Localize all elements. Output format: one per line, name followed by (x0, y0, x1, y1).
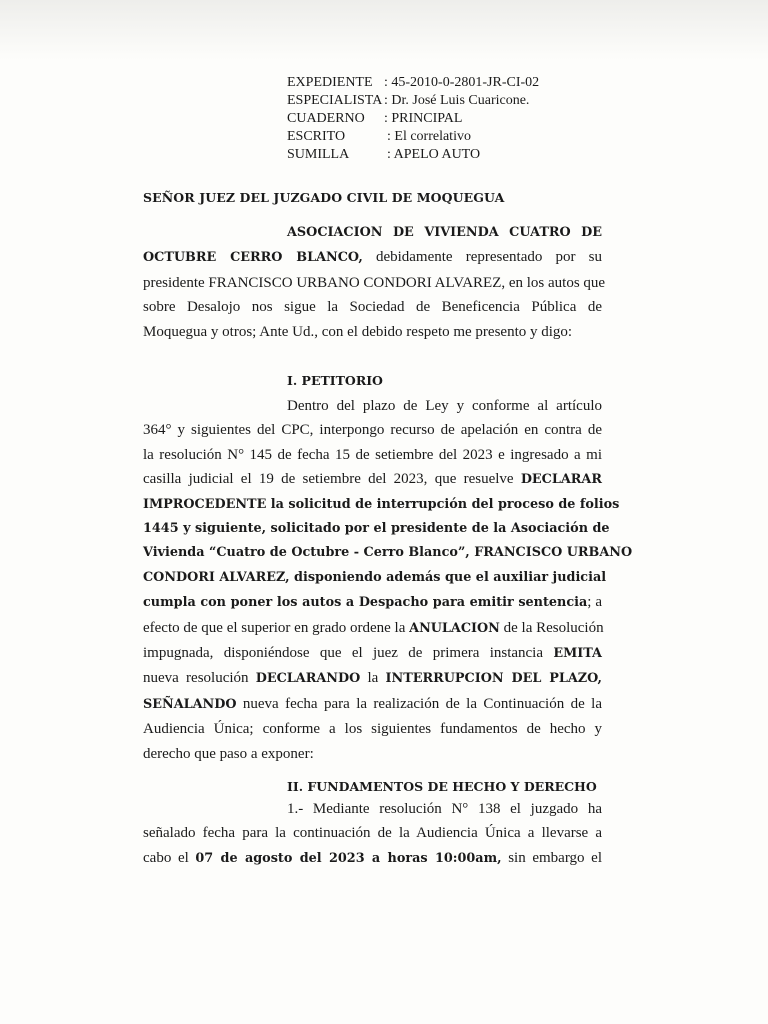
petitorio-line-2: 364° y siguientes del CPC, interpongo recurso de apelación en contra de (143, 422, 602, 439)
petitorio-line-13 (143, 692, 602, 717)
fundamentos-line-3 (143, 846, 602, 871)
fundamentos-line-2: señalado fecha para la continuación de la Audiencia Única a llevarse a (143, 825, 602, 842)
fundamentos-line-1 (143, 797, 602, 821)
petitorio-line-15: derecho que paso a exponer: (143, 745, 314, 762)
header-expediente (287, 74, 539, 92)
header-escrito (287, 128, 539, 146)
petitorio-line-12 (143, 666, 602, 691)
addressee: SEÑOR JUEZ DEL JUZGADO CIVIL DE MOQUEGUA (143, 190, 505, 205)
party-name-2: OCTUBRE CERRO BLANCO, (143, 250, 363, 266)
text: cabo el (143, 849, 196, 866)
petitorio-line-7: Vivienda “Cuatro de Octubre - Cerro Blanco”, FRANCISCO URBANO (143, 545, 633, 561)
header-cuaderno (287, 110, 539, 128)
text: nueva fecha para la realización de la Continuación de la (236, 695, 602, 712)
text: efecto de que el superior en grado ordene la (143, 619, 410, 636)
text: impugnada, disponiéndose que el juez de primera instancia (143, 645, 554, 662)
text: sin embargo el (501, 849, 603, 866)
bold-text: DECLARANDO (255, 671, 361, 687)
intro-line-1 (143, 220, 602, 245)
intro-paragraph (143, 220, 606, 344)
petitorio-line-10 (143, 616, 602, 641)
cuaderno-value: : PRINCIPAL (384, 111, 463, 126)
petitorio-line-1 (143, 394, 602, 418)
escrito-label: ESCRITO (287, 129, 346, 144)
bold-text: cumpla con poner los autos a Despacho para emitir sentencia (143, 595, 588, 611)
section-title-petitorio: I. PETITORIO (287, 373, 383, 388)
text: de la Resolución (499, 619, 604, 636)
intro-line-2 (143, 245, 602, 270)
petitorio-line-14: Audiencia Única; conforme a los siguientes fundamentos de hecho y (143, 721, 602, 738)
text: Dentro del plazo de Ley y conforme al artículo (287, 398, 602, 414)
fundamentos-paragraph (143, 797, 602, 871)
petitorio-line-8: CONDORI ALVAREZ, disponiendo además que el auxiliar judicial (143, 569, 607, 585)
bold-text: SEÑALANDO (143, 696, 237, 712)
bold-text: DECLARAR (520, 472, 602, 488)
especialista-value: : Dr. José Luis Cuaricone. (384, 93, 530, 108)
petitorio-line-4 (143, 467, 602, 492)
party-name-1: ASOCIACION DE VIVIENDA CUATRO DE (287, 225, 602, 240)
text: 1.- Mediante resolución N° 138 el juzgado ha (287, 801, 602, 817)
intro-line-4: sobre Desalojo nos sigue la Sociedad de Beneficencia Pública de (143, 299, 602, 316)
scan-shadow (0, 0, 768, 60)
text: ; a (587, 594, 602, 611)
sumilla-label: SUMILLA (287, 147, 350, 162)
bold-text: INTERRUPCION DEL PLAZO, (385, 671, 602, 687)
petitorio-line-3: la resolución N° 145 de fecha 15 de setiembre del 2023 e ingresado a mi (143, 446, 602, 463)
expediente-value: : 45-2010-0-2801-JR-CI-02 (384, 75, 540, 90)
intro-text: debidamente representado por su (362, 249, 602, 266)
section-title-fundamentos: II. FUNDAMENTOS DE HECHO Y DERECHO (287, 779, 597, 794)
text: nueva resolución (143, 670, 256, 687)
cuaderno-label: CUADERNO (287, 111, 365, 126)
header-sumilla (287, 146, 539, 164)
intro-line-5: Moquegua y otros; Ante Ud., con el debido respeto me presento y digo: (143, 323, 573, 340)
bold-text: 07 de agosto del 2023 a horas 10:00am, (195, 850, 502, 866)
petitorio-line-11 (143, 641, 602, 666)
petitorio-line-9 (143, 590, 602, 615)
expediente-label: EXPEDIENTE (287, 75, 373, 90)
bold-text: EMITA (553, 646, 602, 662)
intro-line-3: presidente FRANCISCO URBANO CONDORI ALVAREZ, en los autos que (143, 274, 606, 291)
case-header (287, 74, 539, 164)
sumilla-value: : APELO AUTO (387, 147, 481, 162)
especialista-label: ESPECIALISTA (287, 93, 383, 108)
text: casilla judicial el 19 de setiembre del 2023, que resuelve (143, 471, 521, 488)
escrito-value: : El correlativo (387, 129, 471, 144)
header-especialista (287, 92, 539, 110)
petitorio-paragraph (143, 394, 633, 766)
bold-text: ANULACION (409, 620, 500, 636)
petitorio-line-5: IMPROCEDENTE la solicitud de interrupción del proceso de folios (143, 496, 620, 512)
text: la (360, 670, 386, 687)
petitorio-line-6: 1445 y siguiente, solicitado por el presidente de la Asociación de (143, 521, 610, 537)
